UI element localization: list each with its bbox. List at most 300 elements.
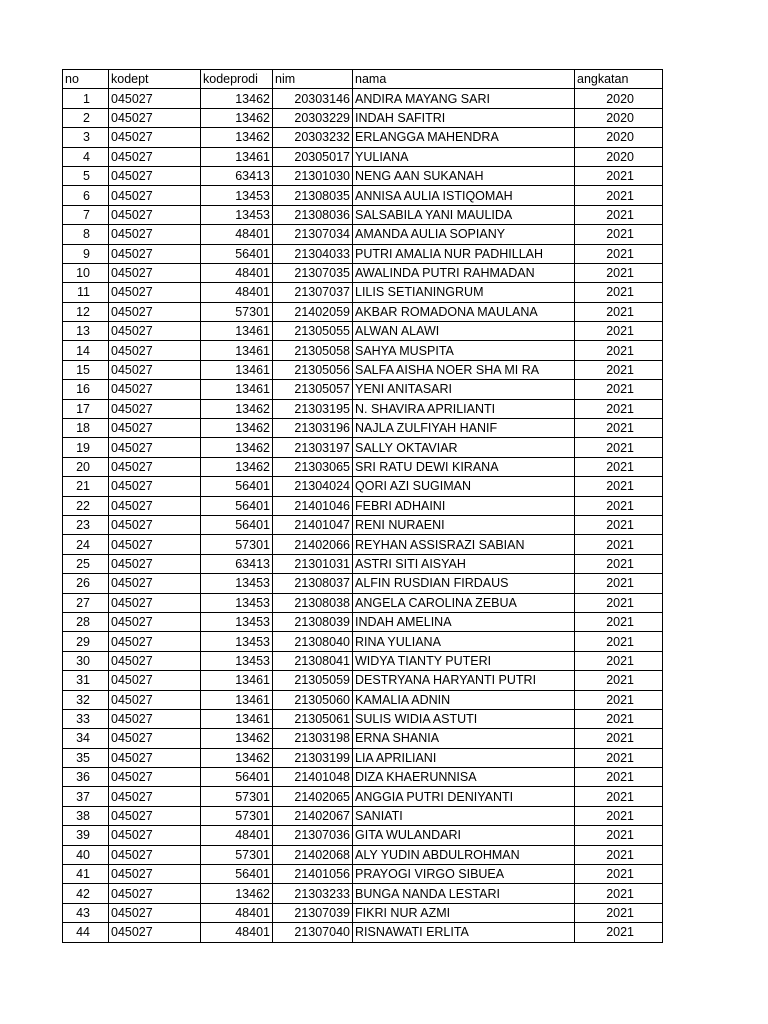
cell-nama: SAHYA MUSPITA <box>353 341 575 360</box>
cell-nim: 21305061 <box>273 709 353 728</box>
cell-angkatan: 2021 <box>575 283 663 302</box>
cell-nama: ALWAN ALAWI <box>353 322 575 341</box>
cell-kodeprodi: 63413 <box>201 166 273 185</box>
cell-angkatan: 2021 <box>575 535 663 554</box>
table-row <box>63 360 663 379</box>
cell-kodept: 045027 <box>109 399 201 418</box>
header-angkatan: angkatan <box>575 70 663 89</box>
cell-nama: LIA APRILIANI <box>353 748 575 767</box>
cell-no: 35 <box>63 748 109 767</box>
cell-kodept: 045027 <box>109 89 201 108</box>
cell-kodeprodi: 13453 <box>201 651 273 670</box>
cell-angkatan: 2020 <box>575 147 663 166</box>
cell-nim: 21307035 <box>273 263 353 282</box>
cell-nama: RINA YULIANA <box>353 632 575 651</box>
cell-angkatan: 2021 <box>575 244 663 263</box>
header-kodeprodi: kodeprodi <box>201 70 273 89</box>
cell-kodept: 045027 <box>109 903 201 922</box>
cell-kodeprodi: 13462 <box>201 457 273 476</box>
cell-no: 29 <box>63 632 109 651</box>
cell-nama: ALFIN RUSDIAN FIRDAUS <box>353 574 575 593</box>
cell-angkatan: 2021 <box>575 263 663 282</box>
table-row <box>63 651 663 670</box>
cell-angkatan: 2021 <box>575 903 663 922</box>
cell-no: 33 <box>63 709 109 728</box>
cell-kodept: 045027 <box>109 496 201 515</box>
cell-angkatan: 2021 <box>575 438 663 457</box>
cell-no: 3 <box>63 128 109 147</box>
cell-nim: 21402067 <box>273 806 353 825</box>
table-row <box>63 477 663 496</box>
cell-nama: ALY YUDIN ABDULROHMAN <box>353 845 575 864</box>
cell-kodeprodi: 13461 <box>201 690 273 709</box>
cell-kodeprodi: 13461 <box>201 147 273 166</box>
cell-nama: KAMALIA ADNIN <box>353 690 575 709</box>
cell-no: 10 <box>63 263 109 282</box>
cell-no: 27 <box>63 593 109 612</box>
cell-angkatan: 2021 <box>575 302 663 321</box>
cell-angkatan: 2021 <box>575 651 663 670</box>
cell-angkatan: 2021 <box>575 574 663 593</box>
cell-no: 13 <box>63 322 109 341</box>
cell-nim: 21401046 <box>273 496 353 515</box>
cell-angkatan: 2021 <box>575 690 663 709</box>
cell-kodept: 045027 <box>109 923 201 942</box>
cell-nim: 21308038 <box>273 593 353 612</box>
table-row <box>63 322 663 341</box>
table-row <box>63 515 663 534</box>
header-nama: nama <box>353 70 575 89</box>
cell-kodeprodi: 13462 <box>201 419 273 438</box>
cell-no: 20 <box>63 457 109 476</box>
cell-nama: GITA WULANDARI <box>353 826 575 845</box>
cell-nama: ANGELA CAROLINA ZEBUA <box>353 593 575 612</box>
cell-angkatan: 2021 <box>575 399 663 418</box>
cell-angkatan: 2021 <box>575 515 663 534</box>
table-row <box>63 612 663 631</box>
cell-nama: INDAH SAFITRI <box>353 108 575 127</box>
cell-no: 1 <box>63 89 109 108</box>
cell-nama: RISNAWATI ERLITA <box>353 923 575 942</box>
cell-kodeprodi: 48401 <box>201 923 273 942</box>
cell-nama: INDAH AMELINA <box>353 612 575 631</box>
cell-kodept: 045027 <box>109 166 201 185</box>
cell-no: 44 <box>63 923 109 942</box>
cell-nim: 21401047 <box>273 515 353 534</box>
cell-kodeprodi: 57301 <box>201 302 273 321</box>
cell-kodept: 045027 <box>109 283 201 302</box>
cell-no: 16 <box>63 380 109 399</box>
cell-nama: DIZA KHAERUNNISA <box>353 768 575 787</box>
cell-no: 25 <box>63 554 109 573</box>
cell-nama: AMANDA AULIA SOPIANY <box>353 225 575 244</box>
cell-no: 24 <box>63 535 109 554</box>
cell-kodeprodi: 13461 <box>201 360 273 379</box>
cell-angkatan: 2021 <box>575 768 663 787</box>
cell-no: 9 <box>63 244 109 263</box>
cell-angkatan: 2021 <box>575 419 663 438</box>
cell-nim: 21303199 <box>273 748 353 767</box>
cell-no: 43 <box>63 903 109 922</box>
cell-kodeprodi: 13462 <box>201 884 273 903</box>
cell-nim: 21308036 <box>273 205 353 224</box>
cell-kodeprodi: 13453 <box>201 612 273 631</box>
cell-kodeprodi: 13461 <box>201 709 273 728</box>
cell-nim: 21401056 <box>273 865 353 884</box>
cell-kodept: 045027 <box>109 477 201 496</box>
cell-angkatan: 2021 <box>575 496 663 515</box>
cell-angkatan: 2021 <box>575 729 663 748</box>
table-row <box>63 128 663 147</box>
cell-no: 28 <box>63 612 109 631</box>
cell-nim: 21303196 <box>273 419 353 438</box>
cell-nama: QORI AZI SUGIMAN <box>353 477 575 496</box>
table-row <box>63 768 663 787</box>
cell-nama: LILIS SETIANINGRUM <box>353 283 575 302</box>
cell-nim: 21308040 <box>273 632 353 651</box>
table-row <box>63 283 663 302</box>
cell-nama: SALLY OKTAVIAR <box>353 438 575 457</box>
cell-no: 42 <box>63 884 109 903</box>
cell-nama: FEBRI ADHAINI <box>353 496 575 515</box>
table-row <box>63 263 663 282</box>
table-body <box>63 89 663 942</box>
cell-kodept: 045027 <box>109 554 201 573</box>
cell-kodeprodi: 13462 <box>201 89 273 108</box>
cell-angkatan: 2021 <box>575 671 663 690</box>
cell-kodept: 045027 <box>109 593 201 612</box>
cell-no: 32 <box>63 690 109 709</box>
cell-nim: 21308037 <box>273 574 353 593</box>
cell-kodeprodi: 48401 <box>201 263 273 282</box>
cell-kodept: 045027 <box>109 302 201 321</box>
cell-kodeprodi: 13461 <box>201 380 273 399</box>
cell-kodeprodi: 13461 <box>201 341 273 360</box>
cell-nim: 21402065 <box>273 787 353 806</box>
cell-no: 41 <box>63 865 109 884</box>
table-row <box>63 341 663 360</box>
cell-kodeprodi: 57301 <box>201 787 273 806</box>
cell-no: 19 <box>63 438 109 457</box>
table-row <box>63 108 663 127</box>
cell-kodeprodi: 48401 <box>201 826 273 845</box>
cell-nama: AWALINDA PUTRI RAHMADAN <box>353 263 575 282</box>
cell-nama: PRAYOGI VIRGO SIBUEA <box>353 865 575 884</box>
cell-no: 40 <box>63 845 109 864</box>
table-row <box>63 709 663 728</box>
table-row <box>63 787 663 806</box>
cell-angkatan: 2021 <box>575 923 663 942</box>
cell-kodeprodi: 13462 <box>201 748 273 767</box>
cell-angkatan: 2021 <box>575 612 663 631</box>
table-row <box>63 729 663 748</box>
cell-nim: 21304033 <box>273 244 353 263</box>
table-row <box>63 147 663 166</box>
cell-kodept: 045027 <box>109 360 201 379</box>
cell-angkatan: 2020 <box>575 89 663 108</box>
cell-no: 26 <box>63 574 109 593</box>
table-row <box>63 302 663 321</box>
cell-angkatan: 2021 <box>575 709 663 728</box>
table-row <box>63 593 663 612</box>
cell-kodeprodi: 13462 <box>201 128 273 147</box>
cell-nama: FIKRI NUR AZMI <box>353 903 575 922</box>
cell-kodept: 045027 <box>109 147 201 166</box>
cell-nama: ERLANGGA MAHENDRA <box>353 128 575 147</box>
table-row <box>63 89 663 108</box>
cell-nim: 21303195 <box>273 399 353 418</box>
cell-kodept: 045027 <box>109 128 201 147</box>
cell-no: 4 <box>63 147 109 166</box>
cell-kodeprodi: 13462 <box>201 399 273 418</box>
cell-angkatan: 2021 <box>575 205 663 224</box>
cell-nim: 21304024 <box>273 477 353 496</box>
cell-nim: 21305055 <box>273 322 353 341</box>
table-row <box>63 748 663 767</box>
cell-no: 38 <box>63 806 109 825</box>
cell-nim: 21401048 <box>273 768 353 787</box>
cell-kodept: 045027 <box>109 380 201 399</box>
cell-angkatan: 2021 <box>575 787 663 806</box>
cell-kodept: 045027 <box>109 438 201 457</box>
cell-kodeprodi: 57301 <box>201 806 273 825</box>
cell-angkatan: 2021 <box>575 186 663 205</box>
cell-nama: SALFA AISHA NOER SHA MI RA <box>353 360 575 379</box>
cell-kodept: 045027 <box>109 729 201 748</box>
cell-nim: 21305058 <box>273 341 353 360</box>
cell-no: 14 <box>63 341 109 360</box>
cell-nim: 21305057 <box>273 380 353 399</box>
cell-kodept: 045027 <box>109 806 201 825</box>
cell-kodept: 045027 <box>109 341 201 360</box>
cell-no: 31 <box>63 671 109 690</box>
table-row <box>63 671 663 690</box>
cell-no: 8 <box>63 225 109 244</box>
table-row <box>63 632 663 651</box>
cell-kodept: 045027 <box>109 651 201 670</box>
cell-kodeprodi: 13453 <box>201 186 273 205</box>
header-kodept: kodept <box>109 70 201 89</box>
table-row <box>63 923 663 942</box>
cell-angkatan: 2021 <box>575 593 663 612</box>
cell-no: 21 <box>63 477 109 496</box>
cell-angkatan: 2021 <box>575 322 663 341</box>
cell-no: 11 <box>63 283 109 302</box>
table-row <box>63 806 663 825</box>
cell-angkatan: 2020 <box>575 128 663 147</box>
cell-kodept: 045027 <box>109 457 201 476</box>
cell-kodeprodi: 63413 <box>201 554 273 573</box>
cell-kodeprodi: 56401 <box>201 768 273 787</box>
cell-nim: 21307039 <box>273 903 353 922</box>
table-row <box>63 166 663 185</box>
cell-angkatan: 2021 <box>575 748 663 767</box>
cell-kodeprodi: 13462 <box>201 108 273 127</box>
table-row <box>63 244 663 263</box>
table-row <box>63 186 663 205</box>
cell-nama: SALSABILA YANI MAULIDA <box>353 205 575 224</box>
cell-nim: 21303197 <box>273 438 353 457</box>
cell-kodeprodi: 13453 <box>201 593 273 612</box>
cell-kodept: 045027 <box>109 535 201 554</box>
cell-angkatan: 2021 <box>575 341 663 360</box>
table-row <box>63 457 663 476</box>
header-nim: nim <box>273 70 353 89</box>
cell-no: 36 <box>63 768 109 787</box>
cell-kodept: 045027 <box>109 787 201 806</box>
cell-nim: 21303198 <box>273 729 353 748</box>
cell-kodept: 045027 <box>109 205 201 224</box>
cell-kodept: 045027 <box>109 865 201 884</box>
cell-nama: ANNISA AULIA ISTIQOMAH <box>353 186 575 205</box>
cell-angkatan: 2021 <box>575 380 663 399</box>
cell-nim: 21308041 <box>273 651 353 670</box>
table-row <box>63 419 663 438</box>
cell-kodeprodi: 56401 <box>201 515 273 534</box>
cell-kodept: 045027 <box>109 748 201 767</box>
cell-nama: ANDIRA MAYANG SARI <box>353 89 575 108</box>
cell-kodept: 045027 <box>109 690 201 709</box>
cell-kodept: 045027 <box>109 108 201 127</box>
table-row <box>63 865 663 884</box>
cell-nim: 21301030 <box>273 166 353 185</box>
table-row <box>63 845 663 864</box>
cell-kodeprodi: 48401 <box>201 903 273 922</box>
cell-nama: YENI ANITASARI <box>353 380 575 399</box>
cell-kodept: 045027 <box>109 826 201 845</box>
table-row <box>63 438 663 457</box>
cell-angkatan: 2021 <box>575 632 663 651</box>
cell-kodeprodi: 57301 <box>201 535 273 554</box>
cell-kodeprodi: 13453 <box>201 632 273 651</box>
cell-kodept: 045027 <box>109 845 201 864</box>
cell-nim: 21402066 <box>273 535 353 554</box>
table-row <box>63 205 663 224</box>
cell-angkatan: 2021 <box>575 477 663 496</box>
cell-kodept: 045027 <box>109 322 201 341</box>
cell-no: 17 <box>63 399 109 418</box>
cell-no: 39 <box>63 826 109 845</box>
cell-kodeprodi: 48401 <box>201 225 273 244</box>
cell-nim: 21303065 <box>273 457 353 476</box>
cell-kodept: 045027 <box>109 225 201 244</box>
cell-kodept: 045027 <box>109 709 201 728</box>
cell-angkatan: 2021 <box>575 845 663 864</box>
cell-nim: 21307036 <box>273 826 353 845</box>
table-row <box>63 380 663 399</box>
cell-nama: ANGGIA PUTRI DENIYANTI <box>353 787 575 806</box>
cell-no: 23 <box>63 515 109 534</box>
cell-no: 7 <box>63 205 109 224</box>
cell-angkatan: 2021 <box>575 865 663 884</box>
cell-nama: WIDYA TIANTY PUTERI <box>353 651 575 670</box>
cell-nama: YULIANA <box>353 147 575 166</box>
cell-no: 6 <box>63 186 109 205</box>
cell-nim: 21307034 <box>273 225 353 244</box>
cell-kodeprodi: 13453 <box>201 205 273 224</box>
cell-kodeprodi: 13462 <box>201 438 273 457</box>
cell-kodeprodi: 13461 <box>201 671 273 690</box>
cell-kodept: 045027 <box>109 263 201 282</box>
cell-kodeprodi: 57301 <box>201 845 273 864</box>
cell-kodeprodi: 48401 <box>201 283 273 302</box>
cell-nim: 21308035 <box>273 186 353 205</box>
cell-kodeprodi: 13461 <box>201 322 273 341</box>
cell-kodeprodi: 56401 <box>201 496 273 515</box>
cell-nim: 21307037 <box>273 283 353 302</box>
cell-kodept: 045027 <box>109 671 201 690</box>
cell-no: 34 <box>63 729 109 748</box>
cell-nim: 21305060 <box>273 690 353 709</box>
cell-angkatan: 2021 <box>575 457 663 476</box>
table-row <box>63 399 663 418</box>
cell-angkatan: 2021 <box>575 225 663 244</box>
table-row <box>63 826 663 845</box>
cell-nama: BUNGA NANDA LESTARI <box>353 884 575 903</box>
header-row <box>63 70 663 89</box>
cell-nama: DESTRYANA HARYANTI PUTRI <box>353 671 575 690</box>
cell-no: 15 <box>63 360 109 379</box>
cell-nim: 20303146 <box>273 89 353 108</box>
table-row <box>63 225 663 244</box>
cell-angkatan: 2021 <box>575 826 663 845</box>
table-row <box>63 496 663 515</box>
cell-nama: AKBAR ROMADONA MAULANA <box>353 302 575 321</box>
cell-kodept: 045027 <box>109 419 201 438</box>
student-table <box>62 69 663 943</box>
cell-nama: PUTRI AMALIA NUR PADHILLAH <box>353 244 575 263</box>
cell-nim: 21305059 <box>273 671 353 690</box>
cell-nim: 21305056 <box>273 360 353 379</box>
table-row <box>63 574 663 593</box>
cell-kodept: 045027 <box>109 515 201 534</box>
cell-nim: 21308039 <box>273 612 353 631</box>
cell-kodept: 045027 <box>109 244 201 263</box>
cell-nim: 21301031 <box>273 554 353 573</box>
cell-nim: 20305017 <box>273 147 353 166</box>
cell-angkatan: 2021 <box>575 884 663 903</box>
cell-angkatan: 2021 <box>575 166 663 185</box>
cell-nim: 21402068 <box>273 845 353 864</box>
cell-no: 12 <box>63 302 109 321</box>
cell-nim: 21402059 <box>273 302 353 321</box>
cell-kodeprodi: 56401 <box>201 865 273 884</box>
cell-kodept: 045027 <box>109 612 201 631</box>
cell-kodeprodi: 13453 <box>201 574 273 593</box>
table-row <box>63 903 663 922</box>
cell-kodept: 045027 <box>109 884 201 903</box>
cell-angkatan: 2020 <box>575 108 663 127</box>
cell-angkatan: 2021 <box>575 554 663 573</box>
cell-kodept: 045027 <box>109 768 201 787</box>
cell-nim: 20303232 <box>273 128 353 147</box>
cell-nim: 21303233 <box>273 884 353 903</box>
cell-kodeprodi: 56401 <box>201 244 273 263</box>
cell-nama: SANIATI <box>353 806 575 825</box>
cell-kodept: 045027 <box>109 574 201 593</box>
cell-no: 5 <box>63 166 109 185</box>
cell-kodept: 045027 <box>109 186 201 205</box>
cell-nama: N. SHAVIRA APRILIANTI <box>353 399 575 418</box>
cell-nama: NENG AAN SUKANAH <box>353 166 575 185</box>
header-no: no <box>63 70 109 89</box>
table-row <box>63 554 663 573</box>
cell-no: 37 <box>63 787 109 806</box>
cell-nama: ERNA SHANIA <box>353 729 575 748</box>
table-row <box>63 884 663 903</box>
cell-no: 2 <box>63 108 109 127</box>
table-row <box>63 535 663 554</box>
